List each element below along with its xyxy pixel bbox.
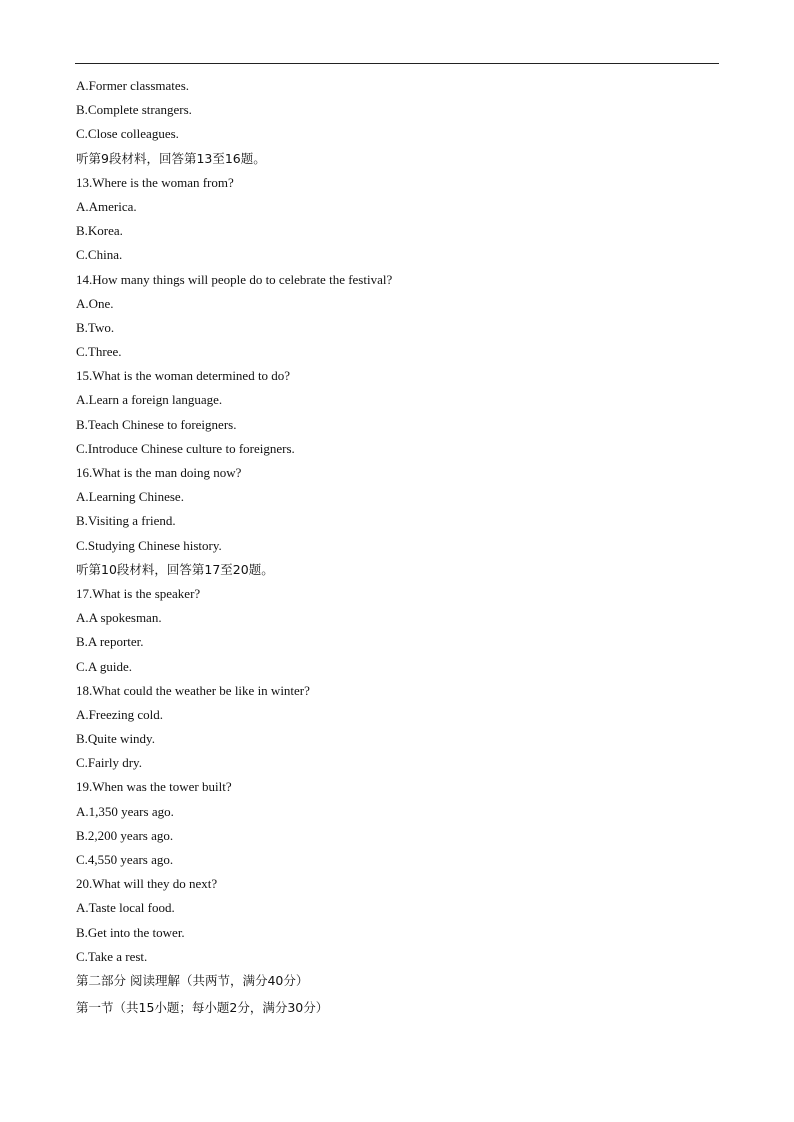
answer-option: A.Learn a foreign language.: [76, 392, 223, 408]
answer-option: C.A guide.: [76, 658, 132, 674]
question-text: 15.What is the woman determined to do?: [76, 368, 291, 384]
question-text: 16.What is the man doing now?: [76, 465, 242, 480]
listening-instruction: 听第9段材料，回答第13至16题。: [76, 150, 266, 166]
answer-option: A.1,350 years ago.: [76, 803, 174, 819]
answer-option: A.America.: [76, 198, 137, 214]
header-rule: [75, 63, 719, 64]
answer-option: B.Teach Chinese to foreigners.: [76, 416, 237, 432]
answer-option: C.China.: [76, 247, 123, 263]
listening-instruction: 听第10段材料，回答第17至20题。: [76, 561, 274, 577]
exam-page-content: [76, 74, 716, 1020]
answer-option: A.Former classmates.: [76, 78, 190, 93]
answer-option: B.A reporter.: [76, 634, 144, 650]
question-text: 17.What is the speaker?: [76, 585, 201, 601]
question-text: 13.Where is the woman from?: [76, 174, 234, 190]
answer-option: A.One.: [76, 295, 114, 311]
answer-option: C.Studying Chinese history.: [76, 537, 222, 553]
question-text: 20.What will they do next?: [76, 876, 218, 892]
answer-option: A.Taste local food.: [76, 900, 175, 916]
answer-option: A.A spokesman.: [76, 610, 162, 626]
answer-option: C.Introduce Chinese culture to foreigners.: [76, 440, 295, 456]
question-text: 18.What could the weather be like in winter?: [76, 682, 310, 698]
answer-option: B.Get into the tower.: [76, 924, 185, 940]
answer-option: B.Visiting a friend.: [76, 513, 176, 529]
section-heading: 第一节（共15小题；每小题2分，满分30分）: [76, 1000, 329, 1016]
answer-option: C.Close colleagues.: [76, 126, 179, 142]
answer-option: C.Take a rest.: [76, 948, 148, 964]
question-text: 19.When was the tower built?: [76, 779, 232, 795]
question-text: 14.How many things will people do to celebrate the festival?: [76, 271, 393, 287]
answer-option: C.Three.: [76, 344, 122, 360]
answer-option: B.2,200 years ago.: [76, 827, 174, 843]
section-heading: 第二部分 阅读理解（共两节，满分40分）: [76, 972, 309, 988]
answer-option: B.Korea.: [76, 223, 123, 239]
answer-option: C.Fairly dry.: [76, 755, 142, 771]
answer-option: B.Two.: [76, 319, 115, 335]
answer-option: B.Quite windy.: [76, 731, 155, 747]
answer-option: A.Learning Chinese.: [76, 489, 184, 505]
answer-option: A.Freezing cold.: [76, 706, 164, 722]
answer-option: B.Complete strangers.: [76, 102, 192, 118]
answer-option: C.4,550 years ago.: [76, 852, 174, 867]
